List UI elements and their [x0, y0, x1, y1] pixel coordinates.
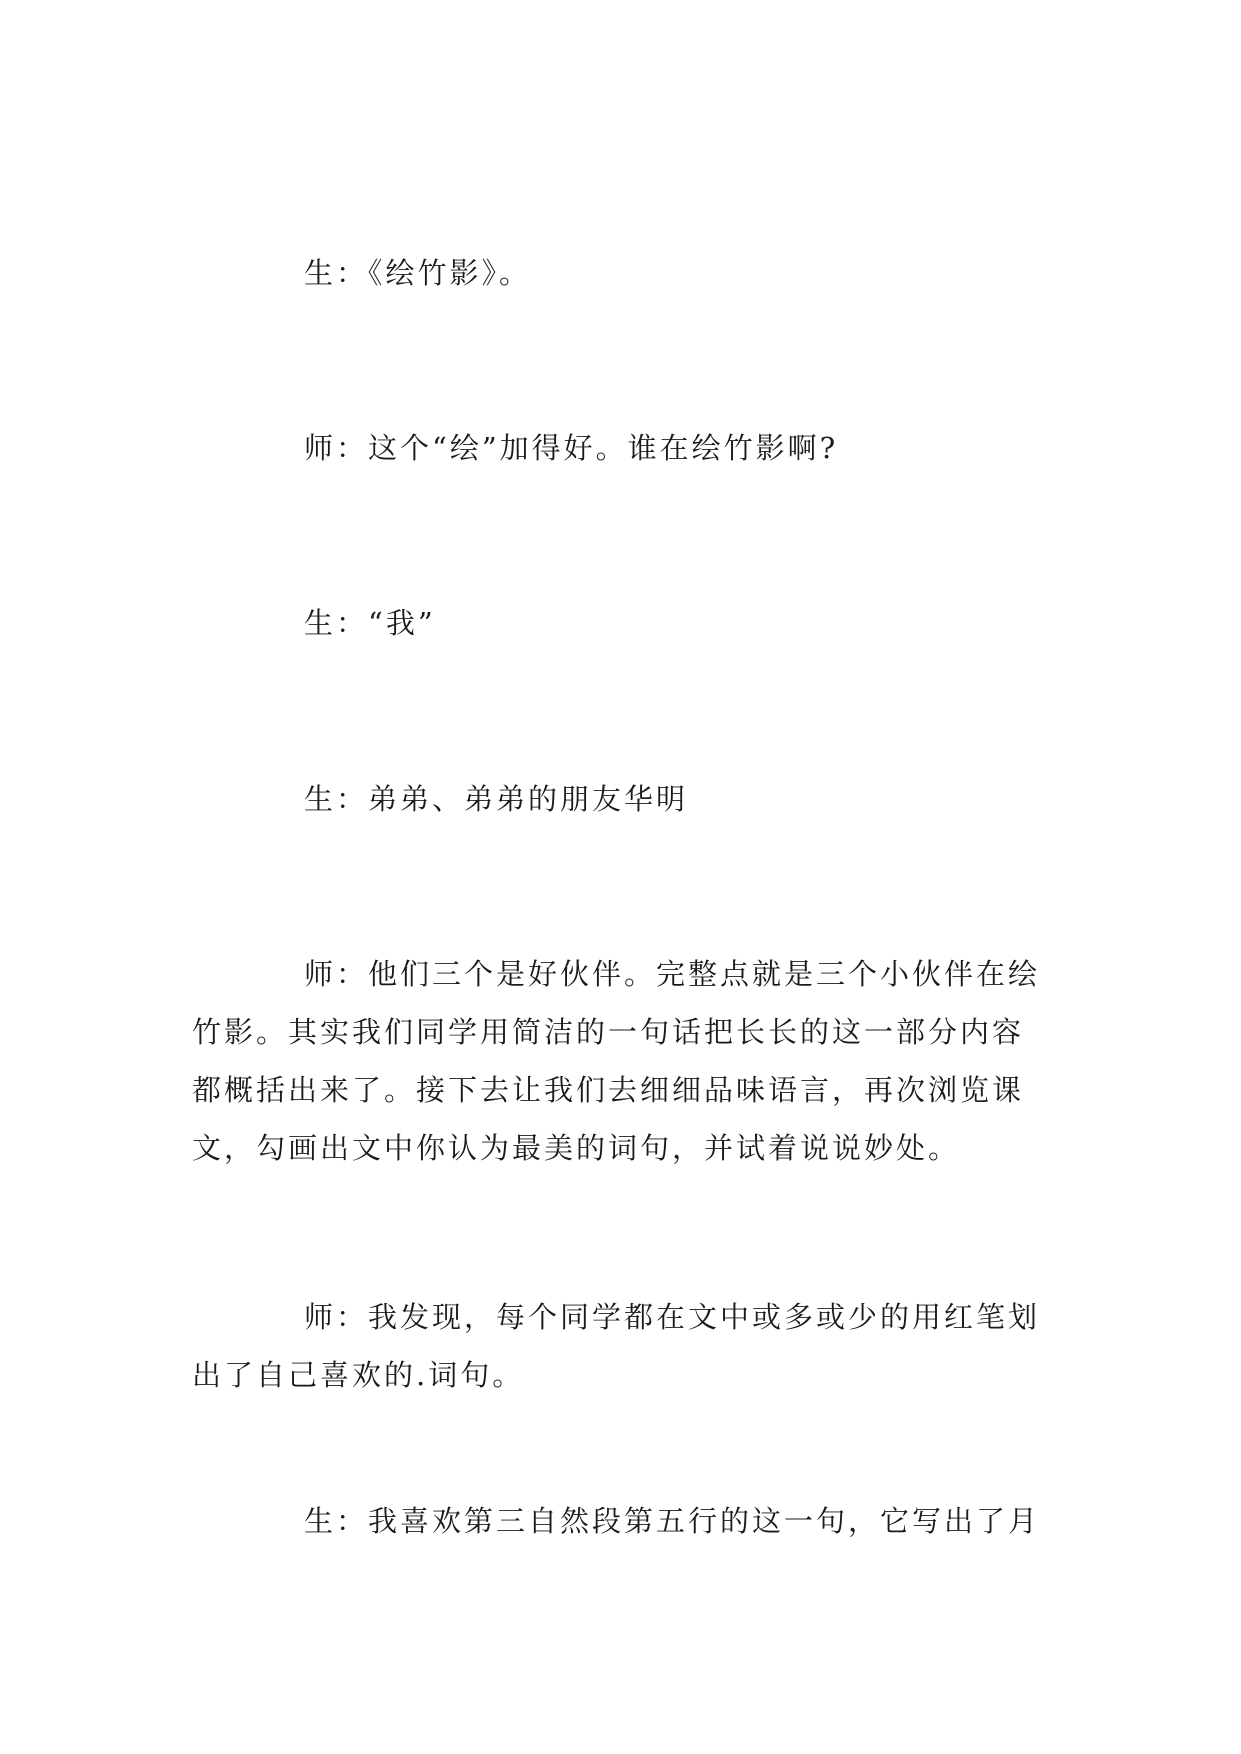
paragraph: 生：弟弟、弟弟的朋友华明 — [304, 782, 689, 816]
paragraph: 师：我发现，每个同学都在文中或多或少的用红笔划出了自己喜欢的.词句。 — [192, 1300, 1041, 1392]
paragraph: 生：“我” — [304, 606, 436, 640]
paragraph: 生：我喜欢第三自然段第五行的这一句，它写出了月 — [304, 1504, 1041, 1538]
paragraph: 师：这个“绘”加得好。谁在绘竹影啊? — [304, 431, 839, 465]
paragraph: 生：《绘竹影》。 — [304, 256, 532, 290]
paragraph: 师：他们三个是好伙伴。完整点就是三个小伙伴在绘竹影。其实我们同学用简洁的一句话把长长的这一部分内容都概括出来了。接下去让我们去细细品味语言，再次浏览课文，勾画出文中你认为最美的词句，并试着说说妙处。 — [192, 957, 1041, 1165]
